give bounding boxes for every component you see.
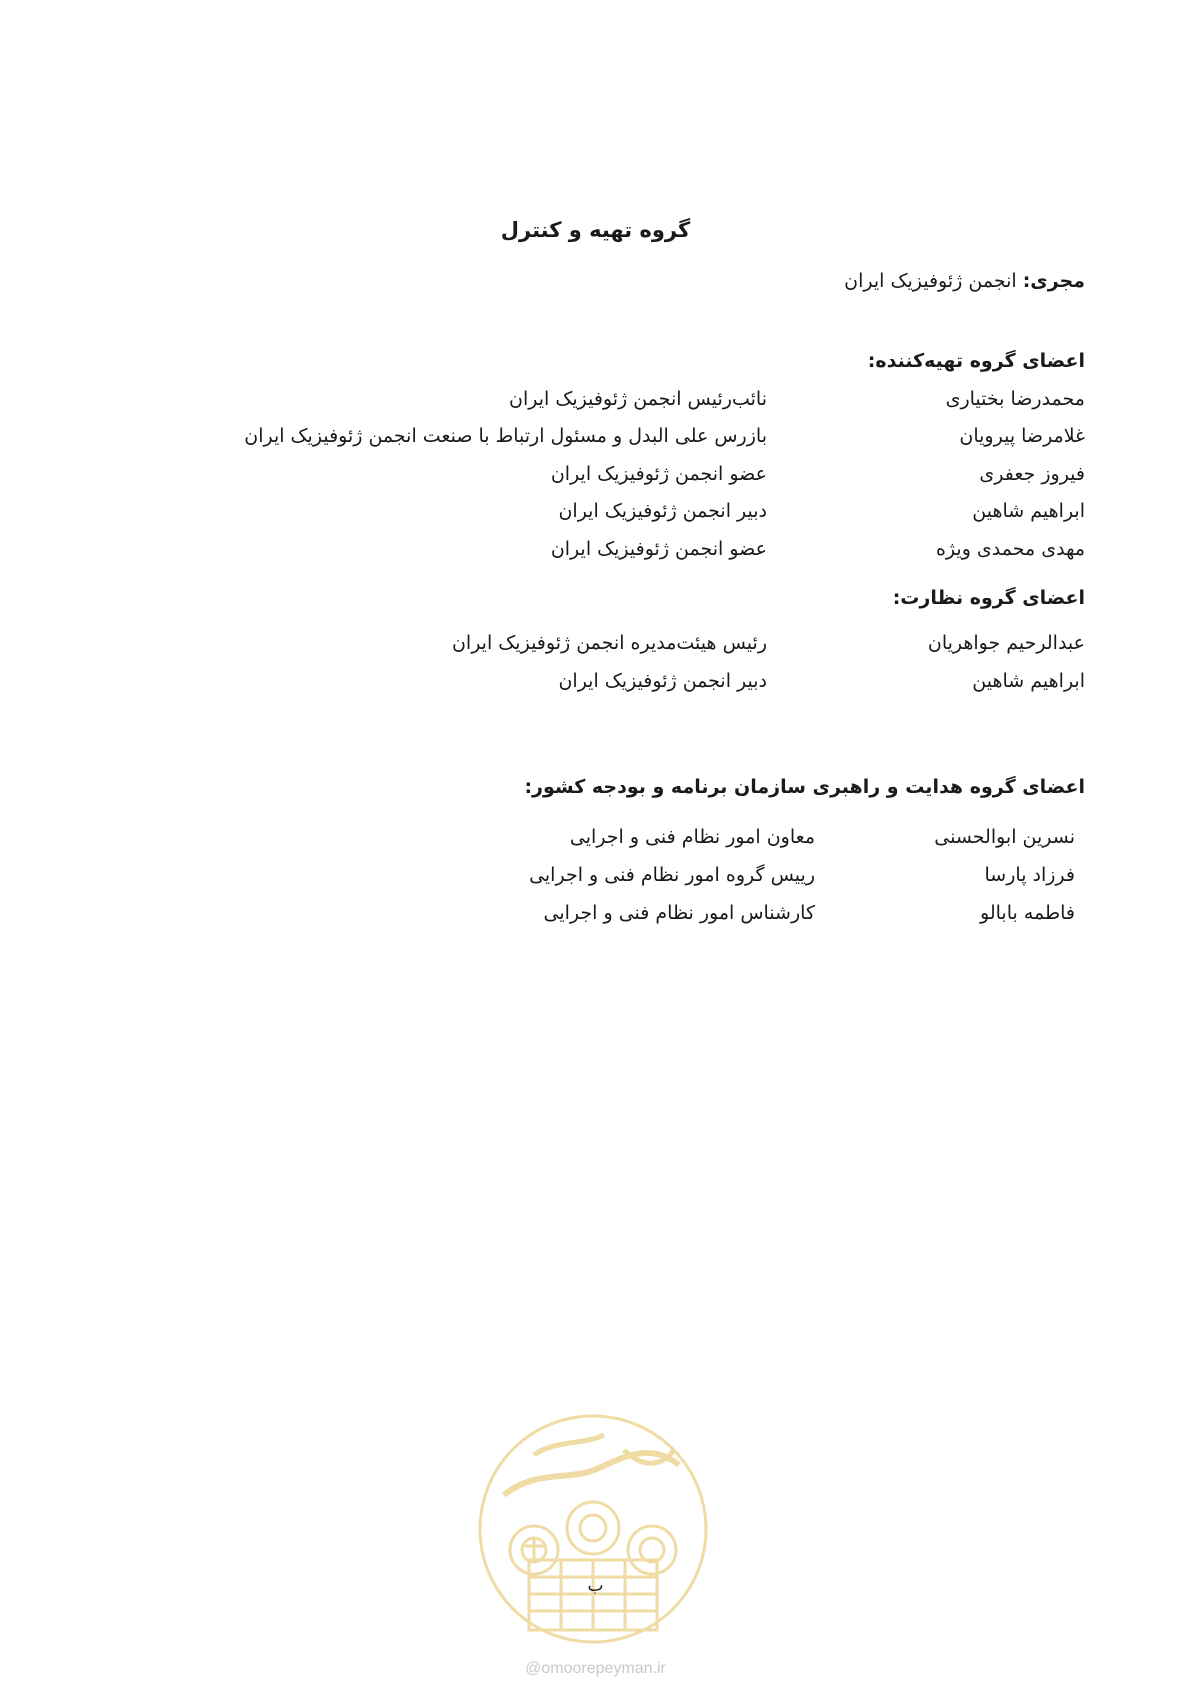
executor-label: مجری: bbox=[1022, 270, 1085, 292]
member-role: نائب‌رئیس انجمن ژئوفیزیک ایران bbox=[509, 388, 767, 410]
prep-group-heading: اعضای گروه تهیه‌کننده: bbox=[867, 350, 1085, 372]
member-role: کارشناس امور نظام فنی و اجرایی bbox=[543, 902, 815, 924]
guidance-member-row bbox=[0, 864, 1191, 894]
member-name: غلامرضا پیرویان bbox=[959, 425, 1085, 447]
supervision-member-row bbox=[0, 670, 1191, 700]
member-name: نسرین ابوالحسنی bbox=[934, 826, 1075, 848]
member-role: دبیر انجمن ژئوفیزیک ایران bbox=[558, 670, 767, 692]
page-number: ب bbox=[587, 1576, 604, 1596]
member-role: عضو انجمن ژئوفیزیک ایران bbox=[550, 538, 767, 560]
executor-value: انجمن ژئوفیزیک ایران bbox=[844, 270, 1017, 292]
member-name: مهدی محمدی ویژه bbox=[935, 538, 1085, 560]
member-role: بازرس علی البدل و مسئول ارتباط با صنعت انجمن ژئوفیزیک ایران bbox=[244, 425, 767, 447]
member-role: معاون امور نظام فنی و اجرایی bbox=[569, 826, 815, 848]
guidance-member-row bbox=[0, 826, 1191, 856]
member-name: فرزاد پارسا bbox=[984, 864, 1075, 886]
member-name: فاطمه بابالو bbox=[980, 902, 1075, 924]
supervision-member-row bbox=[0, 632, 1191, 662]
prep-member-row bbox=[0, 463, 1191, 493]
prep-member-row bbox=[0, 388, 1191, 418]
guidance-member-row bbox=[0, 902, 1191, 932]
executor-line bbox=[844, 270, 1085, 292]
member-role: عضو انجمن ژئوفیزیک ایران bbox=[550, 463, 767, 485]
watermark-site-text: @omoorepeyman.ir bbox=[525, 1660, 666, 1677]
member-name: ابراهیم شاهین bbox=[972, 500, 1085, 522]
watermark-seal-icon bbox=[474, 1410, 712, 1648]
member-name: فیروز جعفری bbox=[979, 463, 1085, 485]
member-name: ابراهیم شاهین bbox=[972, 670, 1085, 692]
member-role: دبیر انجمن ژئوفیزیک ایران bbox=[558, 500, 767, 522]
guidance-group-heading: اعضای گروه هدایت و راهبری سازمان برنامه و بودجه کشور: bbox=[524, 776, 1085, 798]
member-name: محمدرضا بختیاری bbox=[945, 388, 1085, 410]
prep-member-row bbox=[0, 538, 1191, 568]
member-role: رییس گروه امور نظام فنی و اجرایی bbox=[529, 864, 815, 886]
prep-member-row bbox=[0, 425, 1191, 455]
page-title: گروه تهیه و کنترل bbox=[500, 218, 691, 242]
prep-member-row bbox=[0, 500, 1191, 530]
supervision-group-heading: اعضای گروه نظارت: bbox=[892, 587, 1085, 609]
member-role: رئیس هیئت‌مدیره انجمن ژئوفیزیک ایران bbox=[451, 632, 767, 654]
member-name: عبدالرحیم جواهریان bbox=[927, 632, 1085, 654]
